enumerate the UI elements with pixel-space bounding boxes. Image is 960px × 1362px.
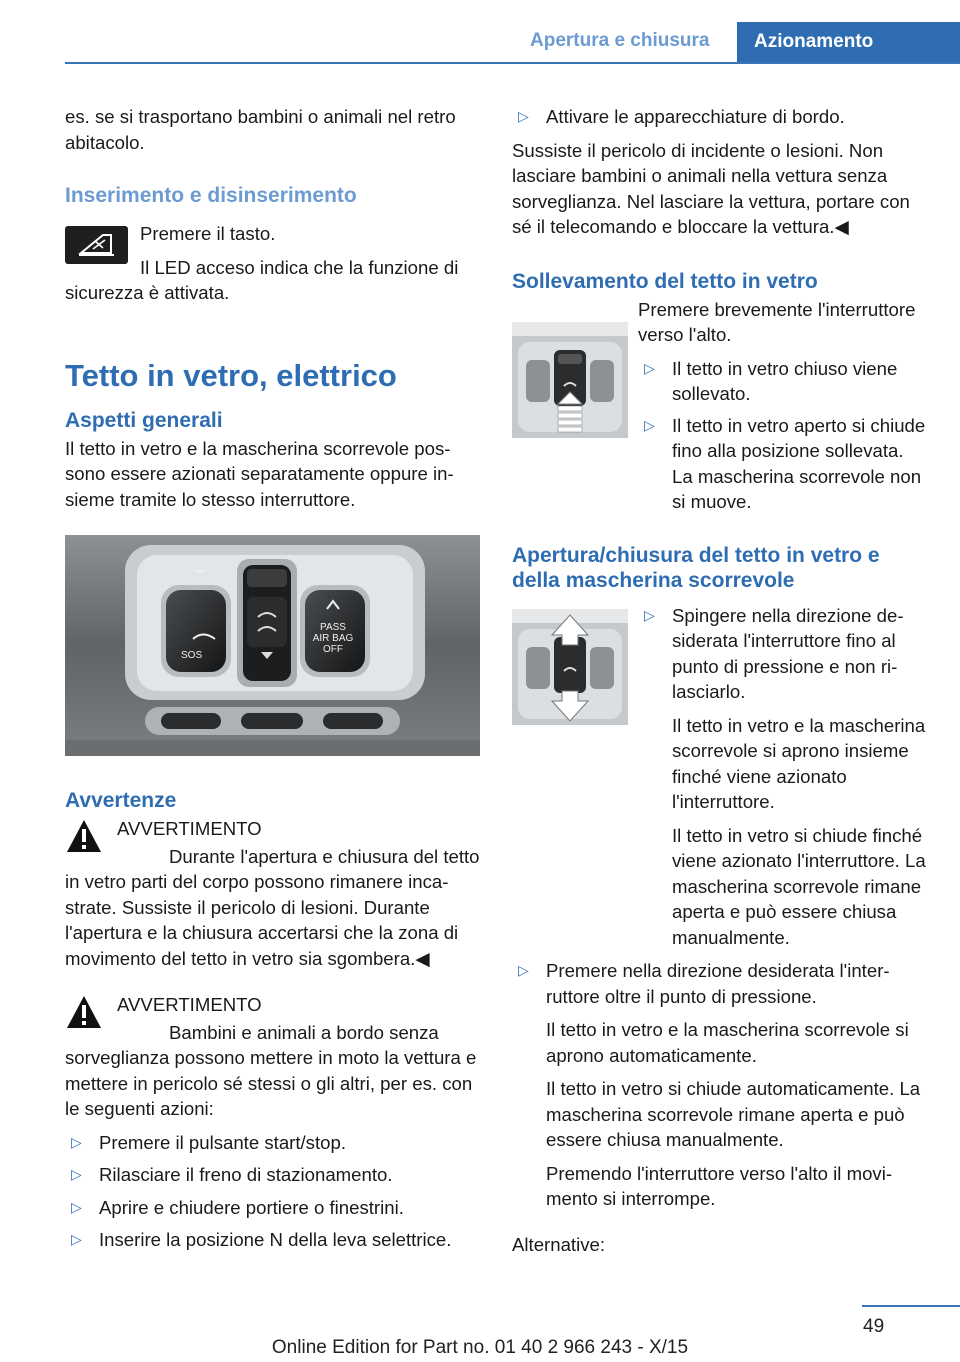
sollevamento-text-column xyxy=(638,297,928,515)
sollevamento-paragraph: Premere brevemente l'interruttore verso l'alto. xyxy=(638,298,916,345)
triangle-bullet-icon: ▷ xyxy=(518,962,529,978)
triangle-bullet-icon: ▷ xyxy=(644,416,655,433)
sos-label: SOS xyxy=(181,650,203,661)
right-column xyxy=(512,104,928,1257)
apertura-text-column xyxy=(638,603,928,951)
auto-paragraph-3: Premendo l'interruttore verso l'alto il movimento si interrompe. xyxy=(546,1162,893,1209)
intro-paragraph: es. se si trasportano bambini o animali nel retro abitacolo. xyxy=(65,106,456,153)
header-chapter-tab: Azionamento xyxy=(737,22,960,64)
triangle-bullet-icon: ▷ xyxy=(644,359,655,376)
list-item: ▷ Premere nella direzione desiderata l'interruttore oltre il punto di pressione. xyxy=(518,960,890,1007)
apertura-paragraph-1: Il tetto in vetro e la mascherina scorrevole si aprono insieme finché viene azionato l'interruttore. xyxy=(672,714,926,812)
apertura-paragraph-2: Il tetto in vetro si chiude finché viene azionato l'interruttore. La mascherina scorrevole rimane aperta e può essere chiusa manualmente. xyxy=(672,824,926,948)
list-item: ▷ Premere il pulsante start/stop. xyxy=(65,1130,482,1156)
triangle-bullet-icon: ▷ xyxy=(518,108,529,124)
sollevamento-block xyxy=(512,297,928,515)
switch-lift-image xyxy=(512,322,628,438)
alternative-label: Alternative: xyxy=(512,1233,606,1255)
led-text: Il LED acceso indica che la funzione di sicurezza è attivata. xyxy=(65,256,459,303)
warning-2-text: Bambini e animali a bordo senza sorveglianza possono mettere in moto la vettura e mettere in pericolo sé stessi o gli altri, per es. con le seguenti azioni: xyxy=(65,1021,477,1119)
warning-1-title: AVVERTIMENTO xyxy=(117,818,262,839)
footer-edition-text: Online Edition for Part no. 01 40 2 966 243 - X/15 xyxy=(271,1337,689,1358)
airbag-label: AIR BAG xyxy=(312,633,354,644)
press-button-text: Premere il tasto. xyxy=(140,223,276,244)
list-item: ▷ Il tetto in vetro chiuso viene sollevato. xyxy=(644,357,898,404)
auto-paragraph-2: Il tetto in vetro si chiude automaticamente. La mascherina scorrevole rimane aperta e può essere chiusa manualmente. xyxy=(546,1078,921,1150)
heading-apertura-chiusura: Apertura/chiusura del tetto in vetro e della mascherina scorrevole xyxy=(512,543,880,592)
footer-rule xyxy=(862,1305,960,1307)
triangle-bullet-icon: ▷ xyxy=(71,1198,82,1215)
warning-triangle-icon xyxy=(65,994,103,1030)
list-item: ▷ Spingere nella direzione desiderata l'interruttore fino al punto di pressione e non rilasciarlo. xyxy=(644,604,904,702)
off-label: OFF xyxy=(323,644,343,655)
warning-bullet-list xyxy=(65,1130,482,1253)
list-item: ▷ Aprire e chiudere portiere o finestrini. xyxy=(65,1195,482,1221)
heading-aspetti-generali: Aspetti generali xyxy=(65,408,223,432)
list-item: ▷ Il tetto in vetro aperto si chiude fino alla posizione sollevata. La mascherina scorrevole non si muove. xyxy=(644,414,926,512)
roof-console-image xyxy=(65,535,480,756)
triangle-bullet-icon: ▷ xyxy=(71,1133,82,1150)
list-item: ▷ Rilasciare il freno di stazionamento. xyxy=(65,1162,482,1188)
apertura-block xyxy=(512,603,928,951)
left-column xyxy=(65,104,482,1253)
header-rule xyxy=(65,62,960,64)
alarm-tilt-button-icon xyxy=(65,226,128,264)
aspetti-paragraph: Il tetto in vetro e la mascherina scorrevole possono essere azionati separatamente oppure insieme tramite lo stesso interruttore. xyxy=(65,437,454,510)
heading-inserimento: Inserimento e disinserimento xyxy=(65,184,357,207)
heading-sollevamento: Sollevamento del tetto in vetro xyxy=(512,269,818,293)
auto-paragraph-1: Il tetto in vetro e la mascherina scorrevole si aprono automaticamente. xyxy=(546,1019,909,1066)
alarm-button-block xyxy=(65,212,482,306)
triangle-bullet-icon: ▷ xyxy=(71,1166,82,1182)
list-item: ▷ Attivare le apparecchiature di bordo. xyxy=(512,104,928,130)
header-section-title: Apertura e chiusura xyxy=(530,30,710,51)
danger-paragraph: Sussiste il pericolo di incidente o lesioni. Non lasciare bambini o animali nella vettura senza sorveglianza. Nel lasciare la vettura, portare con sé il telecomando e bloccare la vettura.◀ xyxy=(512,139,910,237)
page-number: 49 xyxy=(863,1316,885,1337)
warning-block-2 xyxy=(65,992,482,1122)
triangle-bullet-icon: ▷ xyxy=(71,1231,82,1247)
warning-1-text: Durante l'apertura e chiusura del tetto in vetro parti del corpo possono rimanere incastrate. Sussiste il pericolo di lesioni. Durante l'apertura e la chiusura accertarsi che la zona di movimento del tetto in vetro sia sgombera.◀ xyxy=(65,845,480,969)
switch-open-close-image xyxy=(512,609,628,725)
pass-label: PASS xyxy=(320,622,346,633)
warning-2-title: AVVERTIMENTO xyxy=(117,994,262,1015)
warning-block-1 xyxy=(65,816,482,971)
list-item: ▷ Inserire la posizione N della leva selettrice. xyxy=(65,1227,482,1253)
warning-triangle-icon xyxy=(65,818,103,854)
triangle-bullet-icon: ▷ xyxy=(644,606,655,623)
heading-tetto-vetro: Tetto in vetro, elettrico xyxy=(65,357,397,393)
heading-avvertenze: Avvertenze xyxy=(65,789,177,812)
